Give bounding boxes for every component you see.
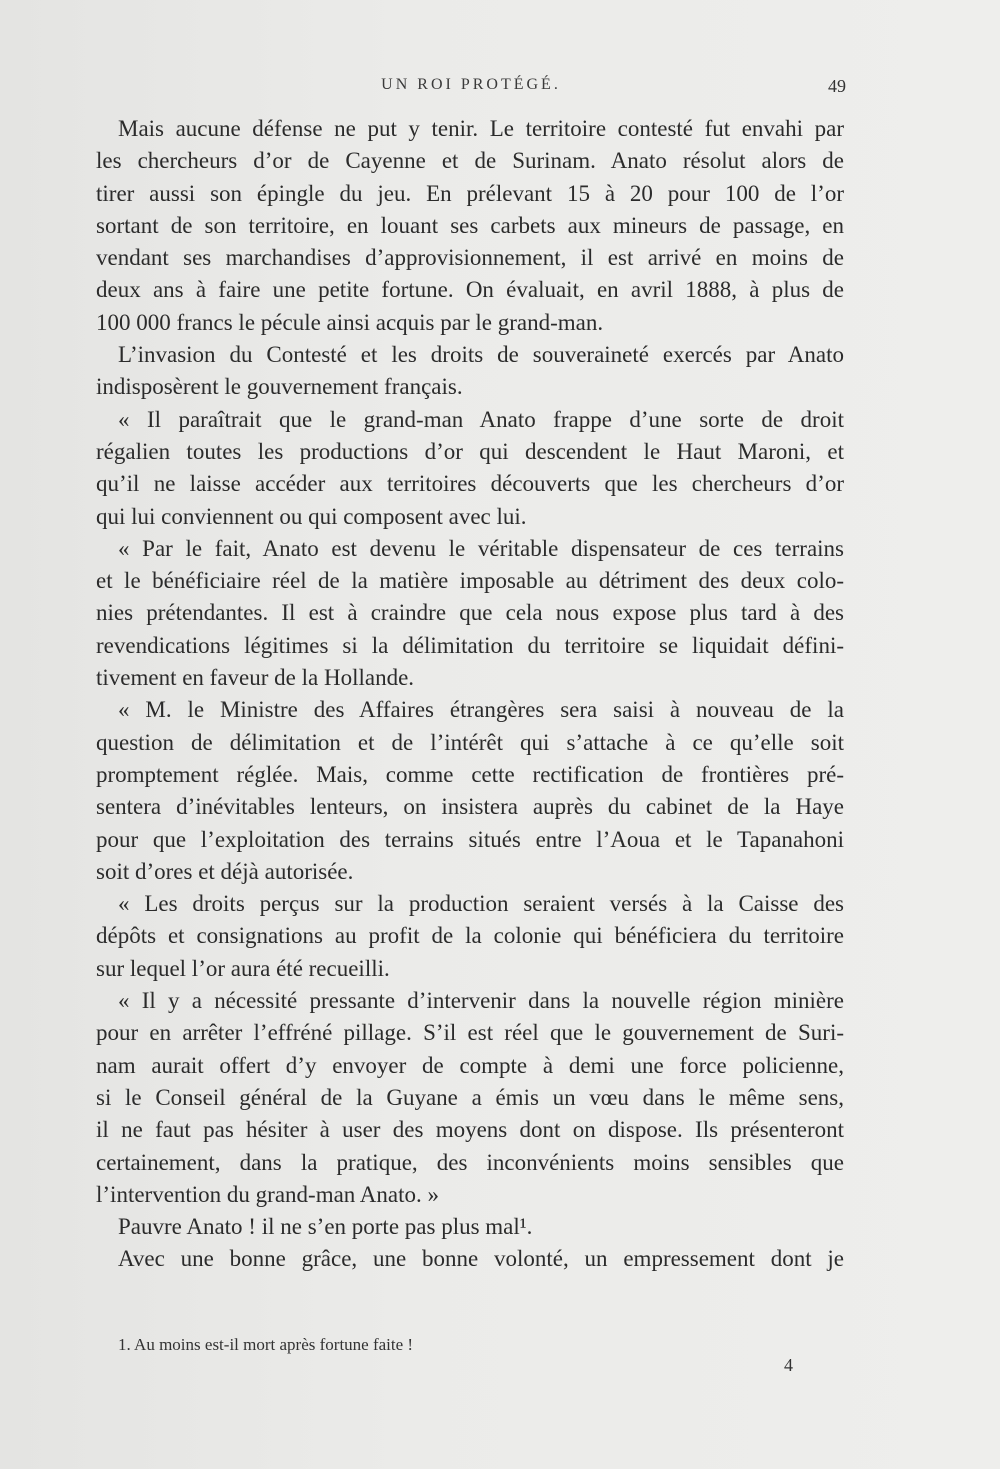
text-line: régalien toutes les productions d’or qui descendent le Haut Maroni, et xyxy=(96,438,844,464)
text-line: « Il y a nécessité pressante d’intervenir dans la nouvelle région minière xyxy=(118,988,844,1014)
text-line: indisposèrent le gouvernement français. xyxy=(96,374,463,400)
text-line: l’intervention du grand-man Anato. » xyxy=(96,1181,440,1207)
body-text xyxy=(96,113,844,1276)
text-line: qui lui conviennent ou qui composent avec lui. xyxy=(96,503,527,529)
text-line: certainement, dans la pratique, des inconvénients moins sensibles que xyxy=(96,1149,844,1175)
text-line: tivement en faveur de la Hollande. xyxy=(96,665,415,691)
text-line: Pauvre Anato ! il ne s’en porte pas plus mal¹. xyxy=(118,1214,533,1240)
text-line: sentera d’inévitables lenteurs, on insistera auprès du cabinet de la Haye xyxy=(96,794,844,820)
text-line: « Il paraîtrait que le grand-man Anato frappe d’une sorte de droit xyxy=(118,406,844,432)
text-line: si le Conseil général de la Guyane a émis un vœu dans le même sens, xyxy=(96,1084,844,1110)
text-line: tirer aussi son épingle du jeu. En prélevant 15 à 20 pour 100 de l’or xyxy=(96,180,844,206)
running-head xyxy=(96,76,846,98)
page-number: 49 xyxy=(828,76,846,96)
text-line: pour que l’exploitation des terrains situés entre l’Aoua et le Tapanahoni xyxy=(96,826,844,852)
text-line: sur lequel l’or aura été recueilli. xyxy=(96,955,390,981)
text-line: les chercheurs d’or de Cayenne et de Surinam. Anato résolut alors de xyxy=(96,148,844,174)
text-line: 100 000 francs le pécule ainsi acquis par le grand-man. xyxy=(96,309,604,335)
text-line: « M. le Ministre des Affaires étrangères sera saisi à nouveau de la xyxy=(118,697,844,723)
text-line: Mais aucune défense ne put y tenir. Le territoire contesté fut envahi par xyxy=(118,116,844,141)
text-line: pour en arrêter l’effréné pillage. S’il est réel que le gouvernement de Suri- xyxy=(96,1020,844,1046)
text-line: Avec une bonne grâce, une bonne volonté, un empressement dont je xyxy=(118,1246,844,1272)
text-line: dépôts et consignations au profit de la colonie qui bénéficiera du territoire xyxy=(96,923,844,949)
text-line: soit d’ores et déjà autorisée. xyxy=(96,858,354,884)
running-title: UN ROI PROTÉGÉ. xyxy=(381,76,561,93)
text-line: deux ans à faire une petite fortune. On évaluait, en avril 1888, à plus de xyxy=(96,277,844,303)
footnote: 1. Au moins est-il mort après fortune faite ! xyxy=(118,1335,414,1354)
text-line: sortant de son territoire, en louant ses carbets aux mineurs de passage, en xyxy=(96,212,844,238)
text-line: nies prétendantes. Il est à craindre que cela nous expose plus tard à des xyxy=(96,600,844,626)
text-line: il ne faut pas hésiter à user des moyens dont on dispose. Ils présenteront xyxy=(96,1117,844,1143)
text-line: et le bénéficiaire réel de la matière imposable au détriment des deux colo- xyxy=(96,568,844,594)
text-line: « Par le fait, Anato est devenu le véritable dispensateur de ces terrains xyxy=(118,535,844,561)
text-line: L’invasion du Contesté et les droits de souveraineté exercés par Anato xyxy=(118,342,844,368)
text-line: promptement réglée. Mais, comme cette rectification de frontières pré- xyxy=(96,761,844,787)
text-line: question de délimitation et de l’intérêt qui s’attache à ce qu’elle soit xyxy=(96,729,844,755)
text-line: revendications légitimes si la délimitation du territoire se liquidait défini- xyxy=(96,632,844,658)
signature-mark: 4 xyxy=(784,1355,793,1375)
text-line: qu’il ne laisse accéder aux territoires découverts que les chercheurs d’or xyxy=(96,471,844,497)
text-line: nam aurait offert d’y envoyer de compte à demi une force policienne, xyxy=(96,1052,844,1078)
text-line: vendant ses marchandises d’approvisionnement, il est arrivé en moins de xyxy=(96,245,844,271)
text-line: « Les droits perçus sur la production seraient versés à la Caisse des xyxy=(118,891,844,917)
